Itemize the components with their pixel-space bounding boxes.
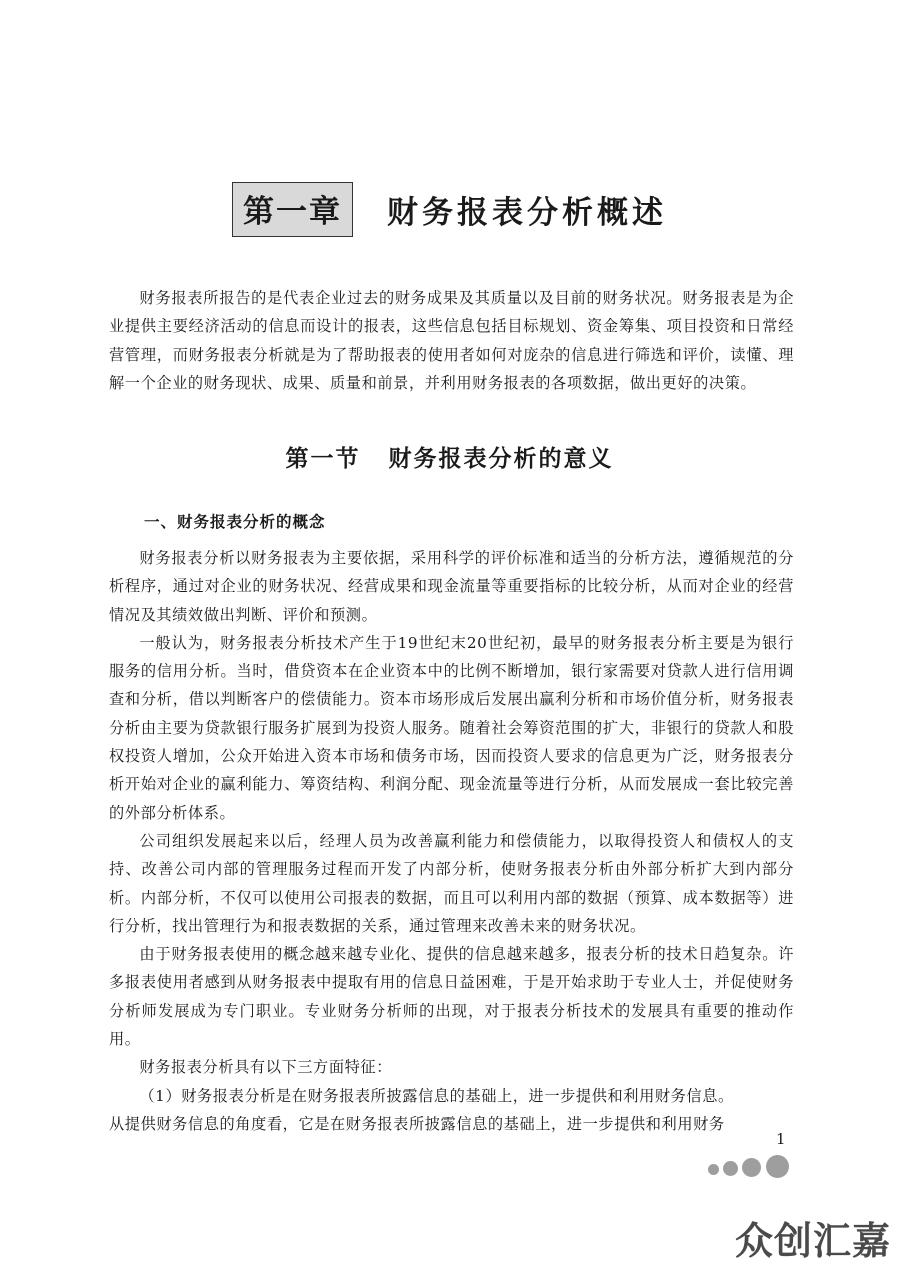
- ornament-dot: [742, 1158, 761, 1177]
- paragraph-history: 一般认为，财务报表分析技术产生于19世纪末20世纪初，最早的财务报表分析主要是为银行服务的信用分析。当时，借贷资本在企业资本中的比例不断增加，银行家需要对贷款人进行信用调查和分析，借以判断客户的偿债能力。资本市场形成后发展出赢利分析和市场价值分析，财务报表分析由主要为贷款银行服务扩展到为投资人服务。随着社会筹资范围的扩大，非银行的贷款人和股权投资人增加，公众开始进入资本市场和债务市场，因而投资人要求的信息更为广泛，财务报表分析开始对企业的赢利能力、筹资结构、利润分配、现金流量等进行分析，从而发展成一套比较完善的外部分析体系。: [109, 633, 794, 822]
- subsection-heading: 一、财务报表分析的概念: [144, 513, 326, 531]
- section-label: 第一节: [285, 445, 361, 472]
- paragraph-continuation: 从提供财务信息的角度看，它是在财务报表所披露信息的基础上，进一步提供和利用财务: [109, 1114, 725, 1133]
- paragraph-professional: 由于财务报表使用的概念越来越专业化、提供的信息越来越多，报表分析的技术日趋复杂。许多报表使用者感到从财务报表中提取有用的信息日益困难，于是开始求助于专业人士，并促使财务分析师发展成为专门职业。专业财务分析师的出现，对于报表分析技术的发展具有重要的推动作用。: [109, 945, 794, 1049]
- paragraph-internal-analysis: 公司组织发展起来以后，经理人员为改善赢利能力和偿债能力，以取得投资人和债权人的支持、改善公司内部的管理服务过程而开发了内部分析，使财务报表分析由外部分析扩大到内部分析。内部分析，不仅可以使用公司报表的数据，而且可以利用内部的数据（预算、成本数据等）进行分析，找出管理行为和报表数据的关系，通过管理来改善未来的财务状况。: [109, 831, 794, 935]
- chapter-label: 第一章: [232, 182, 353, 237]
- paragraph-features-intro: 财务报表分析具有以下三方面特征：: [139, 1058, 392, 1077]
- page-number: 1: [776, 1130, 786, 1148]
- page-dots-ornament: [708, 1154, 793, 1180]
- watermark-logo: 众创汇嘉: [735, 1219, 892, 1263]
- main-text: [109, 544, 794, 1138]
- paragraph-concept: 财务报表分析以财务报表为主要依据，采用科学的评价标准和适当的分析方法，遵循规范的分析程序，通过对企业的财务状况、经营成果和现金流量等重要指标的比较分析，从而对企业的经营情况及其绩效做出判断、评价和预测。: [109, 549, 794, 624]
- intro-paragraph: 财务报表所报告的是代表企业过去的财务成果及其质量以及目前的财务状况。财务报表是为企业提供主要经济活动的信息而设计的报表，这些信息包括目标规划、资金筹集、项目投资和日常经营管理，而财务报表分析就是为了帮助报表的使用者如何对庞杂的信息进行筛选和评价，读懂、理解一个企业的财务现状、成果、质量和前景，并利用财务报表的各项数据，做出更好的决策。: [109, 289, 794, 392]
- intro-block: [109, 284, 794, 397]
- ornament-dot: [766, 1155, 789, 1178]
- ornament-dot: [723, 1161, 738, 1176]
- section-heading: [0, 440, 899, 473]
- paragraph-feature-1: （1）财务报表分析是在财务报表所披露信息的基础上，进一步提供和利用财务信息。: [139, 1086, 734, 1105]
- chapter-heading: [0, 182, 899, 237]
- section-title: 财务报表分析的意义: [388, 445, 614, 472]
- ornament-dot: [708, 1164, 719, 1175]
- chapter-title: 财务报表分析概述: [387, 195, 667, 231]
